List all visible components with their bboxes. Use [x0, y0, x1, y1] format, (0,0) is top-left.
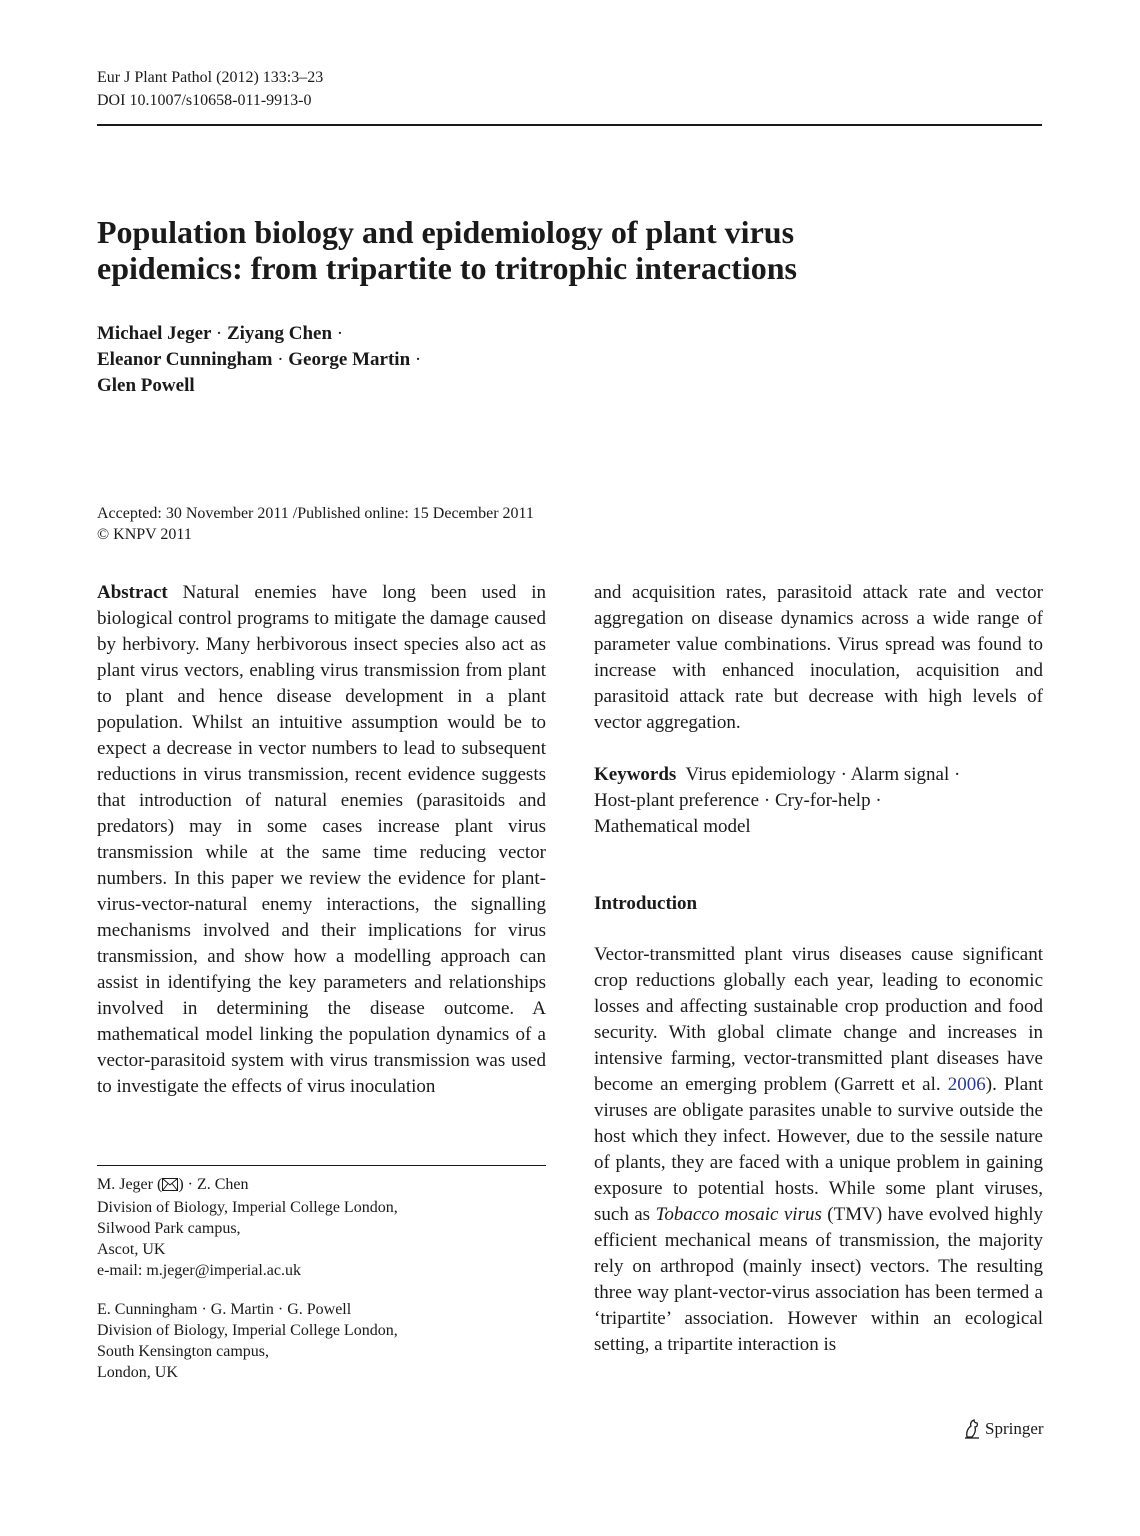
envelope-icon[interactable] [162, 1176, 178, 1197]
springer-horse-icon [963, 1419, 981, 1439]
doi: DOI 10.1007/s10658-011-9913-0 [97, 92, 312, 109]
accepted-published-line: Accepted: 30 November 2011 /Published online: 15 December 2011 [97, 505, 534, 522]
intro-text-part: Vector-transmitted plant virus diseases cause significant crop reductions globally each year, leading to economic losses and affecting sustainable crop production and food security. With global climate change and increases in intensive farming, vector-transmitted plant diseases have become an emerging problem (Garrett et al. [594, 944, 1043, 1095]
abstract-text: Natural enemies have long been used in biological control programs to mitigate the damage caused by herbivory. Many herbivorous insect species also act as plant virus vectors, enabling virus transmission from plant to plant and hence disease development in a plant population. Whilst an intuitive assumption would be to expect a decrease in vector numbers to lead to subsequent reductions in virus transmission, recent evidence suggests that introduction of natural enemies (parasitoids and predators) may in some cases increase plant virus transmission while at the same time reducing vector numbers. In this paper we review the evidence for plant-virus-vector-natural enemy interactions, the signalling mechanisms involved and their implications for virus transmission, and show how a modelling approach can assist in identifying the key parameters and relationships involved in determining the disease outcome. A mathematical model linking the population dynamics of a vector-parasitoid system with virus transmission was used to investigate the effects of virus inoculation [97, 582, 547, 1097]
affiliation-email[interactable]: e-mail: m.jeger@imperial.ac.uk [97, 1262, 301, 1279]
keyword: Host-plant preference [594, 790, 760, 811]
affiliation-line: Silwood Park campus, [97, 1220, 241, 1237]
journal-citation: Eur J Plant Pathol (2012) 133:3–23 [97, 69, 324, 86]
author-name: George Martin [288, 349, 411, 370]
journal-header [97, 66, 323, 112]
header-rule [97, 124, 1042, 126]
author-name: Ziyang Chen [226, 323, 333, 344]
paper-title [97, 214, 997, 286]
keyword: Virus epidemiology [685, 764, 836, 785]
author-name: Eleanor Cunningham [97, 349, 273, 370]
affiliation-names: E. Cunningham · G. Martin · G. Powell [97, 1301, 352, 1318]
citation-link[interactable]: 2006 [947, 1074, 986, 1095]
affiliation-block [97, 1299, 546, 1383]
author-separator: · [414, 349, 422, 370]
italic-term: Tobacco mosaic virus [655, 1204, 822, 1225]
author-separator: · [215, 323, 223, 344]
affiliation-block [97, 1174, 546, 1281]
author-separator: · [277, 349, 284, 370]
publisher-logo [963, 1418, 1044, 1440]
affiliation-names [97, 1174, 546, 1197]
publication-dates [97, 503, 534, 545]
keywords-label: Keywords [594, 764, 677, 785]
introduction-text [594, 942, 1043, 1358]
affiliation-name-text: M. Jeger ( [97, 1176, 163, 1193]
title-line-2: epidemics: from tripartite to tritrophic interactions [97, 250, 797, 286]
title-line-1: Population biology and epidemiology of plant virus [97, 214, 795, 250]
abstract-label: Abstract [97, 582, 168, 603]
abstract [97, 580, 546, 1100]
keyword: Cry-for-help [774, 790, 871, 811]
affiliation-line: London, UK [97, 1364, 178, 1381]
abstract-paragraph [97, 580, 546, 1100]
author-separator: · [336, 323, 344, 344]
intro-text-part: (TMV) have evolved highly efficient mechanical means of transmission, the majority rely on arthropod (mainly insect) vectors. The resulting three way plant-vector-virus association has been termed a ‘tripartite’ association. However within an ecological setting, a tripartite interaction is [594, 1204, 1043, 1355]
affiliation-line: Division of Biology, Imperial College London, [97, 1199, 398, 1216]
keyword: Alarm signal [850, 764, 950, 785]
author-name: Michael Jeger [97, 323, 212, 344]
abstract-continuation-text: and acquisition rates, parasitoid attack rate and vector aggregation on disease dynamics across a wide range of parameter value combinations. Virus spread was found to increase with enhanced inoculation, acquisition and parasitoid attack rate but decrease with high levels of vector aggregation. [594, 582, 1043, 733]
keyword: Mathematical model [594, 816, 751, 837]
keywords: Keywords Virus epidemiology · Alarm signal · Host-plant preference · Cry-for-help · Mathematical model [594, 764, 961, 837]
copyright-line: © KNPV 2011 [97, 526, 192, 543]
affiliation-name-text: ) · Z. Chen [178, 1176, 249, 1193]
affiliation-line: South Kensington campus, [97, 1343, 269, 1360]
publisher-name: Springer [985, 1419, 1044, 1438]
author-name: Glen Powell [97, 375, 195, 396]
introduction-heading: Introduction [594, 893, 698, 914]
affiliation-line: Ascot, UK [97, 1241, 166, 1258]
abstract-continuation [594, 580, 1043, 736]
affiliation-rule [97, 1165, 546, 1166]
affiliation-line: Division of Biology, Imperial College London, [97, 1322, 398, 1339]
intro-text-part: ). Plant viruses are obligate parasites unable to survive outside the host which they infect. However, due to the sessile nature of plants, they are faced with a unique problem in gaining exposure to potential hosts. While some plant viruses, such as [594, 1074, 1044, 1225]
author-list [97, 321, 597, 399]
